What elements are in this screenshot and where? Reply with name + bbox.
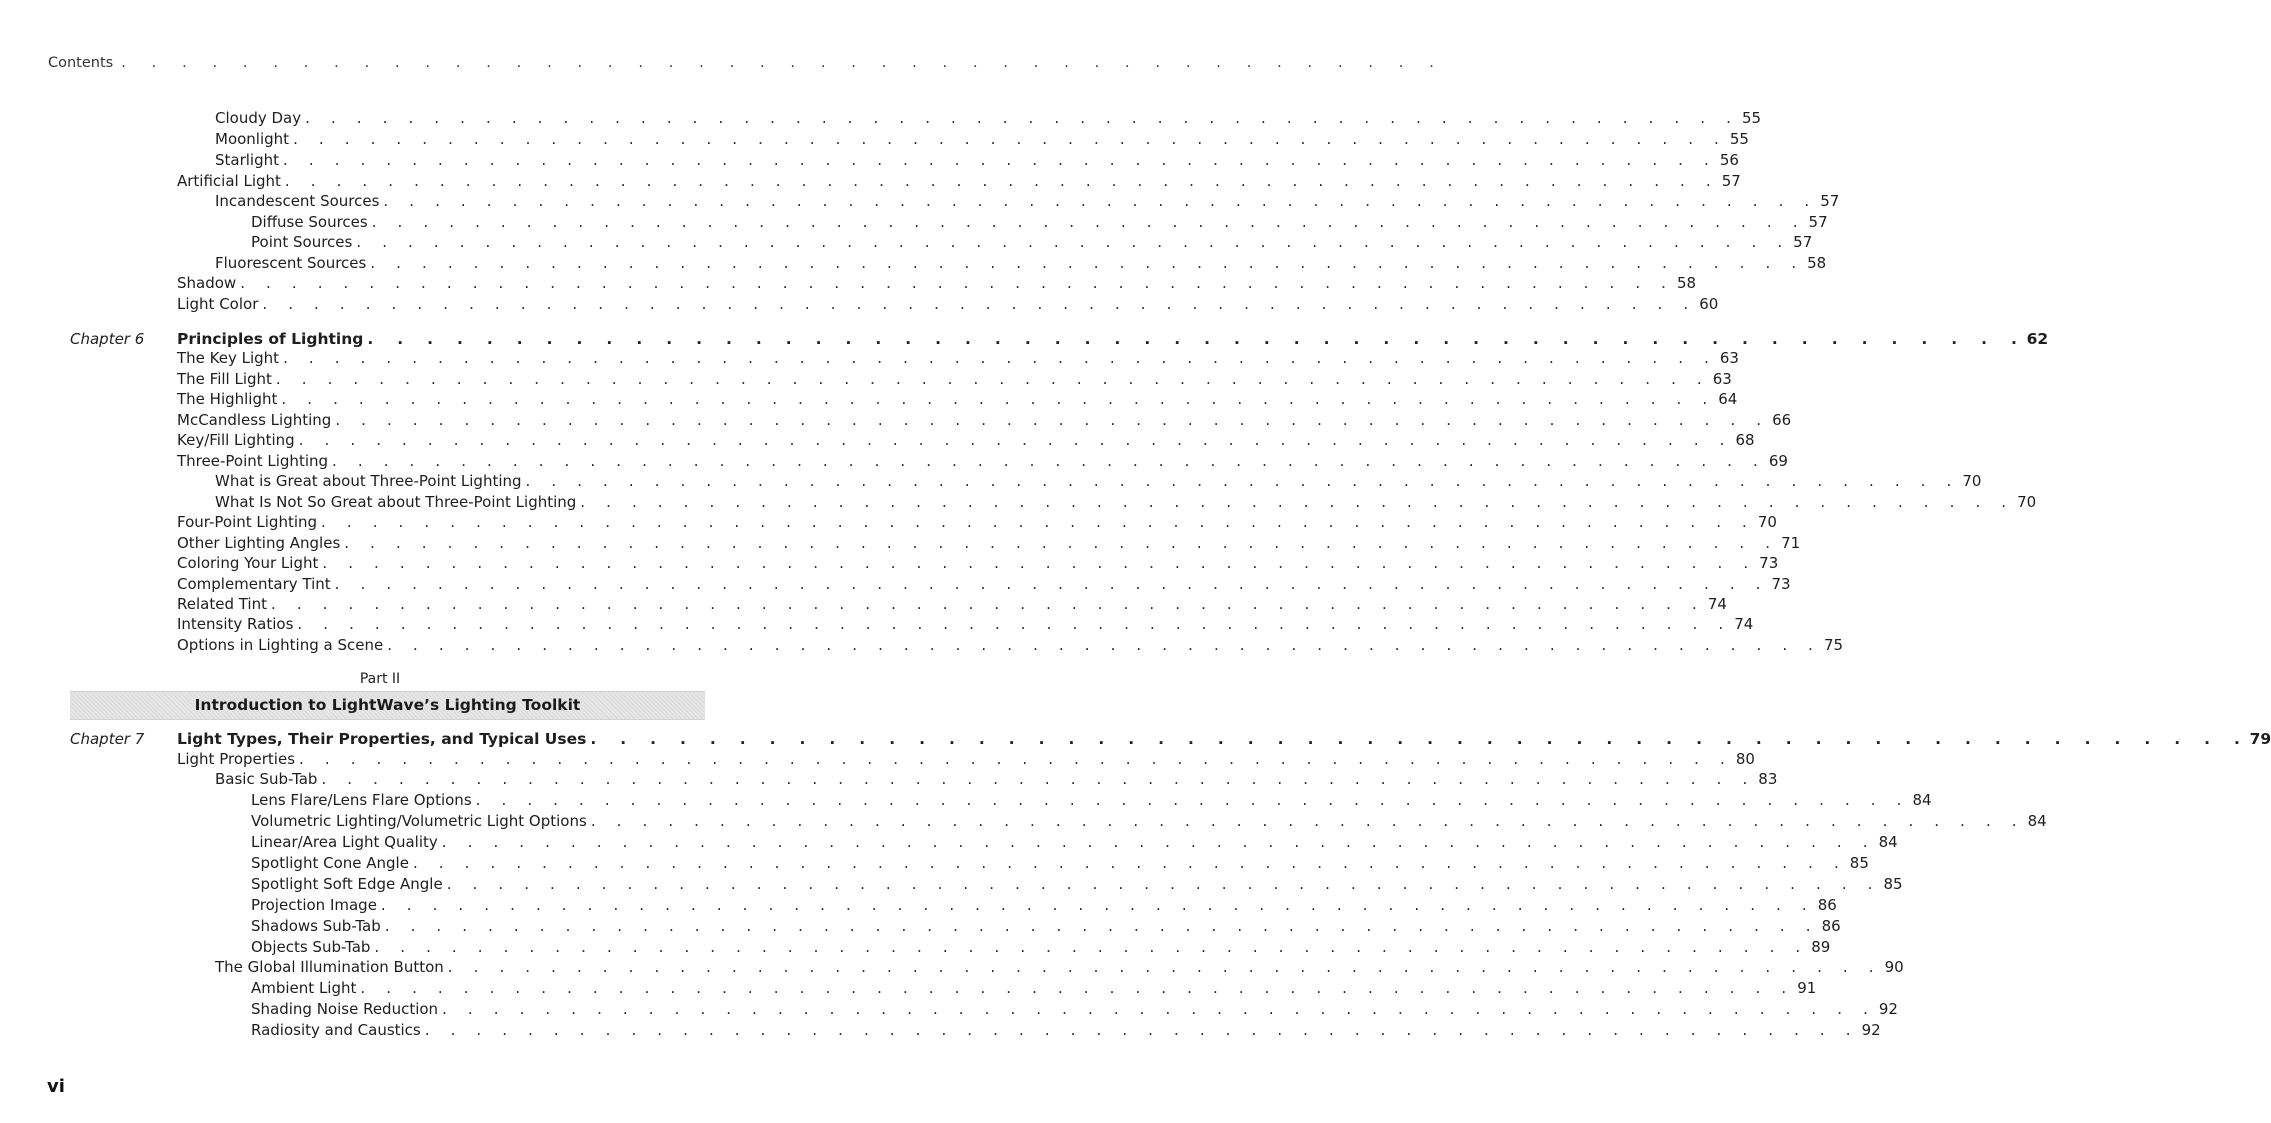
toc-entry bbox=[215, 957, 1904, 978]
toc-entry-title: Related Tint bbox=[177, 595, 267, 613]
toc-entry bbox=[215, 253, 1827, 274]
toc-entry bbox=[251, 232, 1813, 253]
toc-leader: . . . . . . . . . . . . . . . . . . . . . . . . . . . . . . . . . . . . . . . . . . . . . . . . . . . . . . . . bbox=[525, 472, 1960, 490]
toc-entry bbox=[177, 533, 1801, 554]
toc-leader: . . . . . . . . . . . . . . . . . . . . . . . . . . . . . . . . . . . . . . . . . . . . . . . . . . . . . . . . bbox=[293, 130, 1727, 148]
toc-entry bbox=[177, 451, 1788, 472]
toc-entry-title: Volumetric Lighting/Volumetric Light Options bbox=[251, 812, 587, 830]
toc-entry-title: Incandescent Sources bbox=[215, 192, 380, 210]
toc-leader: . . . . . . . . . . . . . . . . . . . . . . . . . . . . . . . . . . . . . . . . . . . . . . . . . . . . . . . . bbox=[424, 1021, 1859, 1039]
toc-entry bbox=[177, 410, 1792, 431]
toc-entry bbox=[177, 273, 1697, 294]
toc-leader: . . . . . . . . . . . . . . . . . . . . . . . . . . . . . . . . . . . . . . . . . . . . . . . . . . . . . . . . bbox=[322, 554, 1757, 572]
toc-entry-title: Complementary Tint bbox=[177, 575, 331, 593]
toc-entry-title: Linear/Area Light Quality bbox=[251, 833, 438, 851]
toc-entry bbox=[215, 191, 1840, 212]
toc-entry-title: Shadow bbox=[177, 274, 237, 292]
toc-entry-title: Light Properties bbox=[177, 750, 296, 768]
toc-entry bbox=[251, 895, 1837, 916]
toc-leader: . . . . . . . . . . . . . . . . . . . . . . . . . . . . . . . . . . . . . . . . . . . . . . . . . . . . . . . . bbox=[360, 979, 1795, 997]
toc-leader: . . . . . . . . . . . . . . . . . . . . . . . . . . . . . . . . . . . . . . . . . . . . . . . . . . . . . . . . bbox=[447, 958, 1882, 976]
toc-leader: . . . . . . . . . . . . . . . . . . . . . . . . . . . . . . . . . . . . . . . . . . . . . . . . . . . . . . . . bbox=[262, 295, 1697, 313]
toc-leader: . . . . . . . . . . . . . . . . . . . . . . . . . . . . . . . . . . . . . . . . . . . . . . . . . . . . . . . . bbox=[356, 233, 1791, 251]
toc-entry-title: Spotlight Soft Edge Angle bbox=[251, 875, 443, 893]
toc-entry-title: Starlight bbox=[215, 151, 280, 169]
toc-leader: . . . . . . . . . . . . . . . . . . . . . . . . . . . . . . . . . . . . . . . . . . . . . . . . . . . . . . . . bbox=[299, 750, 1733, 768]
toc-page-number: 92 bbox=[1861, 1021, 1881, 1039]
toc-page-number: 74 bbox=[1707, 595, 1727, 613]
toc-leader: . . . . . . . . . . . . . . . . . . . . . . . . . . . . . . . . . . . . . . . . . . . . . . . . . . . . . . . . bbox=[344, 534, 1779, 552]
toc-entry bbox=[177, 614, 1754, 635]
toc-entry-title: What is Great about Three-Point Lighting bbox=[215, 472, 522, 490]
toc-entry bbox=[251, 811, 2047, 832]
chapter-title: Principles of Lighting bbox=[177, 330, 364, 348]
toc-entry bbox=[215, 108, 1762, 129]
toc-leader: . . . . . . . . . . . . . . . . . . . . . . . . . . . . . . . . . . . . . . . . . . . . . . . . . . . . . . . . bbox=[370, 254, 1805, 272]
toc-leader: . . . . . . . . . . . . . . . . . . . . . . . . . . . . . . . . . . . . . . . . . . . . . . . . . . . . . . . . bbox=[371, 213, 1806, 231]
toc-entry-title: Three-Point Lighting bbox=[177, 452, 329, 470]
toc-entry bbox=[177, 635, 1844, 656]
toc-entry-title: Spotlight Cone Angle bbox=[251, 854, 409, 872]
toc-page-number: 86 bbox=[1817, 896, 1837, 914]
toc-leader: . . . . . . . . . . . . . . . . . . . . . . . . . . . . . . . . . . . . . . . . . . . . . . . . . . . . . . . . bbox=[412, 854, 1847, 872]
toc-page-number: 83 bbox=[1758, 770, 1778, 788]
toc-leader: . . . . . . . . . . . . . . . . . . . . . . . . . . . . . . . . . . . . . . . . . . . . . . . . . . . . . . . . bbox=[590, 730, 2250, 748]
toc-entry-title: Intensity Ratios bbox=[177, 615, 294, 633]
page-number: vi bbox=[47, 1076, 65, 1097]
toc-leader: . . . . . . . . . . . . . . . . . . . . . . . . . . . . . . . . . . . . . . . . . . . . . . . . . . . . . . . . bbox=[590, 812, 2025, 830]
toc-page-number: 84 bbox=[1878, 833, 1898, 851]
toc-entry-title: Radiosity and Caustics bbox=[251, 1021, 421, 1039]
toc-entry-title: Lens Flare/Lens Flare Options bbox=[251, 791, 472, 809]
toc-leader: . . . . . . . . . . . . . . . . . . . . . . . . . . . . . . . . . . . . . . . . . . . . . . . . . . . . . . . . bbox=[283, 151, 1717, 169]
toc-leader: . . . . . . . . . . . . . . . . . . . . . . . . . . . . . . . . . . . . . . . . . . . . . . . . . . . . . . . . bbox=[240, 274, 1675, 292]
toc-entry-title: Ambient Light bbox=[251, 979, 357, 997]
toc-entry-title: Options in Lighting a Scene bbox=[177, 636, 384, 654]
toc-entry bbox=[251, 937, 1831, 958]
toc-entry-title: Fluorescent Sources bbox=[215, 254, 367, 272]
toc-entry bbox=[177, 574, 1791, 595]
part-banner: Introduction to LightWave’s Lighting Toolkit bbox=[70, 691, 705, 720]
toc-page-number: 70 bbox=[2017, 493, 2037, 511]
toc-page-number: 56 bbox=[1719, 151, 1739, 169]
toc-entry bbox=[251, 916, 1841, 937]
chapter-7-heading bbox=[177, 729, 2271, 750]
toc-entry bbox=[215, 492, 2037, 513]
toc-leader: . . . . . . . . . . . . . . . . . . . . . . . . . . . . . . . . . . . . . . . . . . . . . . . . . . . . . . . . bbox=[321, 770, 1756, 788]
toc-entry-title: Other Lighting Angles bbox=[177, 534, 341, 552]
toc-page-number: 60 bbox=[1699, 295, 1719, 313]
toc-page-number: 84 bbox=[1912, 791, 1932, 809]
toc-entry bbox=[215, 150, 1739, 171]
toc-entry-title: McCandless Lighting bbox=[177, 411, 332, 429]
toc-page-number: 74 bbox=[1734, 615, 1754, 633]
toc-page-number: 79 bbox=[2249, 730, 2271, 748]
running-head-label: Contents bbox=[48, 55, 114, 71]
toc-entry bbox=[177, 553, 1779, 574]
toc-leader: . . . . . . . . . . . . . . . . . . . . . . . . . . . . . . . . . . . . . . . . . . . . . . . . . . . . . . . . bbox=[380, 896, 1815, 914]
toc-page-number: 68 bbox=[1735, 431, 1755, 449]
toc-leader: . . . . . . . . . . . . . . . . . . . . . . . . . . . . . . . . . . . . . . . . . . . . . . . . . . . . . . . . bbox=[374, 938, 1809, 956]
toc-entry-title: Key/Fill Lighting bbox=[177, 431, 295, 449]
toc-entry-title: Light Color bbox=[177, 295, 259, 313]
toc-page-number: 63 bbox=[1719, 349, 1739, 367]
toc-page-number: 90 bbox=[1884, 958, 1904, 976]
toc-page-number: 57 bbox=[1721, 172, 1741, 190]
toc-page-number: 70 bbox=[1757, 513, 1777, 531]
toc-entry bbox=[177, 389, 1738, 410]
toc-entry bbox=[251, 790, 1932, 811]
toc-entry-title: The Fill Light bbox=[177, 370, 272, 388]
toc-page-number: 73 bbox=[1771, 575, 1791, 593]
toc-entry bbox=[251, 212, 1828, 233]
toc-entry bbox=[215, 129, 1749, 150]
toc-page-number: 57 bbox=[1808, 213, 1828, 231]
toc-page-number: 91 bbox=[1797, 979, 1817, 997]
toc-page-number: 73 bbox=[1759, 554, 1779, 572]
toc-leader: . . . . . . . . . . . . . . . . . . . . . . . . . . . . . . . . . . . . . . . . . . . . . . . . . . . . . . . . bbox=[475, 791, 1910, 809]
part-label: Part II bbox=[359, 671, 401, 687]
toc-entry-title: The Key Light bbox=[177, 349, 280, 367]
toc-entry-title: Shading Noise Reduction bbox=[251, 1000, 439, 1018]
toc-leader: . . . . . . . . . . . . . . . . . . . . . . . . . . . . . . . . . . . . . . . . . . . . . . . . . . . . . . . . bbox=[298, 431, 1733, 449]
toc-entry bbox=[177, 369, 1732, 390]
toc-page-number: 62 bbox=[2026, 330, 2049, 348]
toc-page-number: 63 bbox=[1712, 370, 1732, 388]
toc-page-number: 64 bbox=[1718, 390, 1738, 408]
running-head bbox=[48, 52, 1445, 72]
toc-page-number: 80 bbox=[1735, 750, 1755, 768]
toc-entry-title: Point Sources bbox=[251, 233, 353, 251]
toc-entry bbox=[177, 348, 1739, 369]
toc-leader: . . . . . . . . . . . . . . . . . . . . . . . . . . . . . . . . . . . . . . . . . . . . . . . . . . . . . . . . bbox=[283, 349, 1717, 367]
toc-entry bbox=[177, 171, 1741, 192]
toc-page-number: 57 bbox=[1820, 192, 1840, 210]
toc-leader: . . . . . . . . . . . . . . . . . . . . . . . . . . . . . . . . . . . . . . . . . . . . . . . . . . . . . . . . bbox=[334, 575, 1769, 593]
toc-entry bbox=[215, 471, 1982, 492]
toc-leader: . . . . . . . . . . . . . . . . . . . . . . . . . . . . . . . . . . . . . . . . . . . . . . . . . . . . . . . . bbox=[387, 636, 1822, 654]
toc-leader: . . . . . . . . . . . . . . . . . . . . . . . . . . . . . . . . . . . . . . . . . . . . . . . . . . . . . . . . bbox=[367, 330, 2027, 348]
toc-leader: . . . . . . . . . . . . . . . . . . . . . . . . . . . . . . . . . . . . . . . . . . . . . . . . . . . . . . . . bbox=[580, 493, 2015, 511]
toc-page-number: 85 bbox=[1849, 854, 1869, 872]
running-head-dots: . . . . . . . . . . . . . . . . . . . . . . . . . . . . . . . . . . . . . . . . . . . . bbox=[121, 55, 1445, 71]
toc-page-number: 55 bbox=[1729, 130, 1749, 148]
toc-entry bbox=[177, 430, 1755, 451]
toc-leader: . . . . . . . . . . . . . . . . . . . . . . . . . . . . . . . . . . . . . . . . . . . . . . . . . . . . . . . . bbox=[275, 370, 1710, 388]
toc-page-number: 86 bbox=[1821, 917, 1841, 935]
toc-leader: . . . . . . . . . . . . . . . . . . . . . . . . . . . . . . . . . . . . . . . . . . . . . . . . . . . . . . . . bbox=[446, 875, 1881, 893]
toc-leader: . . . . . . . . . . . . . . . . . . . . . . . . . . . . . . . . . . . . . . . . . . . . . . . . . . . . . . . . bbox=[441, 833, 1876, 851]
toc-entry-title: Basic Sub-Tab bbox=[215, 770, 318, 788]
toc-page-number: 92 bbox=[1878, 1000, 1898, 1018]
toc-leader: . . . . . . . . . . . . . . . . . . . . . . . . . . . . . . . . . . . . . . . . . . . . . . . . . . . . . . . . bbox=[297, 615, 1732, 633]
toc-page-number: 89 bbox=[1811, 938, 1831, 956]
toc-leader: . . . . . . . . . . . . . . . . . . . . . . . . . . . . . . . . . . . . . . . . . . . . . . . . . . . . . . . . bbox=[383, 192, 1818, 210]
toc-entry-title: Shadows Sub-Tab bbox=[251, 917, 381, 935]
toc-entry-title: The Highlight bbox=[177, 390, 278, 408]
toc-page-number: 55 bbox=[1741, 109, 1762, 127]
toc-page-number: 58 bbox=[1807, 254, 1827, 272]
toc-page-number: 57 bbox=[1793, 233, 1813, 251]
toc-entry bbox=[177, 594, 1727, 615]
toc-entry-title: Projection Image bbox=[251, 896, 377, 914]
toc-entry bbox=[177, 294, 1719, 315]
toc-page-number: 75 bbox=[1824, 636, 1844, 654]
toc-entry bbox=[251, 978, 1817, 999]
toc-leader: . . . . . . . . . . . . . . . . . . . . . . . . . . . . . . . . . . . . . . . . . . . . . . . . . . . . . . . . bbox=[335, 411, 1770, 429]
toc-page-number: 85 bbox=[1883, 875, 1903, 893]
chapter-6-heading bbox=[177, 329, 2049, 350]
toc-entry bbox=[251, 853, 1869, 874]
toc-entry-title: Moonlight bbox=[215, 130, 290, 148]
toc-page-number: 69 bbox=[1768, 452, 1788, 470]
toc-page-number: 58 bbox=[1677, 274, 1697, 292]
toc-entry-title: What Is Not So Great about Three-Point Lighting bbox=[215, 493, 577, 511]
chapter-6-label: Chapter 6 bbox=[70, 330, 145, 348]
toc-leader: . . . . . . . . . . . . . . . . . . . . . . . . . . . . . . . . . . . . . . . . . . . . . . . . . . . . . . . . bbox=[284, 172, 1719, 190]
toc-leader: . . . . . . . . . . . . . . . . . . . . . . . . . . . . . . . . . . . . . . . . . . . . . . . . . . . . . . . . bbox=[271, 595, 1705, 613]
toc-entry-title: Objects Sub-Tab bbox=[251, 938, 371, 956]
toc-leader: . . . . . . . . . . . . . . . . . . . . . . . . . . . . . . . . . . . . . . . . . . . . . . . . . . . . . . . . bbox=[321, 513, 1755, 531]
toc-page-number: 70 bbox=[1962, 472, 1982, 490]
toc-leader: . . . . . . . . . . . . . . . . . . . . . . . . . . . . . . . . . . . . . . . . . . . . . . . . . . . . . . . . bbox=[281, 390, 1716, 408]
toc-entry bbox=[251, 832, 1898, 853]
toc-leader: . . . . . . . . . . . . . . . . . . . . . . . . . . . . . . . . . . . . . . . . . . . . . . . . . . . . . . . . bbox=[305, 109, 1740, 127]
toc-entry bbox=[215, 769, 1778, 790]
toc-page-number: 71 bbox=[1781, 534, 1801, 552]
chapter-title: Light Types, Their Properties, and Typical Uses bbox=[177, 730, 587, 748]
toc-entry bbox=[177, 749, 1755, 770]
toc-entry-title: Diffuse Sources bbox=[251, 213, 368, 231]
toc-page-number: 66 bbox=[1772, 411, 1792, 429]
chapter-7-label: Chapter 7 bbox=[70, 730, 145, 748]
toc-entry-title: Four-Point Lighting bbox=[177, 513, 318, 531]
toc-entry bbox=[177, 512, 1777, 533]
toc-leader: . . . . . . . . . . . . . . . . . . . . . . . . . . . . . . . . . . . . . . . . . . . . . . . . . . . . . . . . bbox=[384, 917, 1819, 935]
toc-entry-title: Cloudy Day bbox=[215, 109, 302, 127]
toc-entry bbox=[251, 999, 1898, 1020]
toc-entry-title: Artificial Light bbox=[177, 172, 281, 190]
toc-leader: . . . . . . . . . . . . . . . . . . . . . . . . . . . . . . . . . . . . . . . . . . . . . . . . . . . . . . . . bbox=[442, 1000, 1876, 1018]
toc-entry-title: The Global Illumination Button bbox=[215, 958, 444, 976]
toc-entry-title: Coloring Your Light bbox=[177, 554, 319, 572]
toc-page-number: 84 bbox=[2027, 812, 2047, 830]
toc-entry bbox=[251, 1020, 1881, 1041]
toc-leader: . . . . . . . . . . . . . . . . . . . . . . . . . . . . . . . . . . . . . . . . . . . . . . . . . . . . . . . . bbox=[332, 452, 1766, 470]
toc-entry bbox=[251, 874, 1903, 895]
